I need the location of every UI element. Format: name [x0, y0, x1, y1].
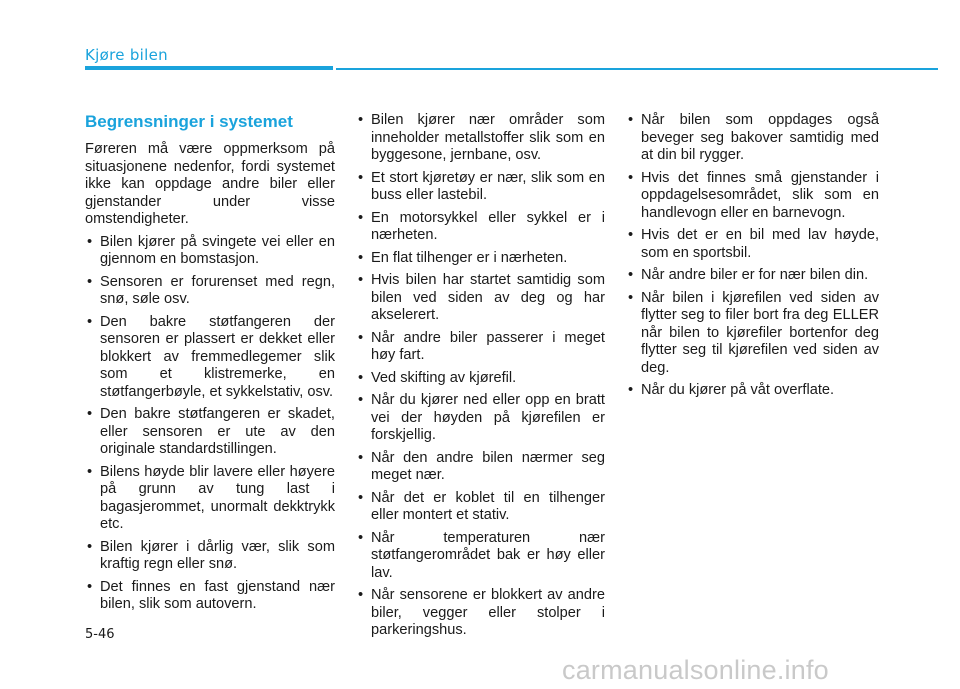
watermark: carmanualsonline.info — [562, 655, 829, 685]
section-title: Kjøre bilen — [85, 46, 168, 64]
list-item: • Hvis bilen har startet samtidig som bilen ved siden av deg og har akselerert. — [356, 272, 605, 325]
list-item: • Sensoren er forurenset med regn, snø, søle osv. — [85, 274, 335, 309]
limitations-list-3 — [626, 112, 879, 400]
list-item: • Bilen kjører nær områder som inneholder metallstoffer slik som en byggesone, jernbane, osv. — [356, 112, 605, 165]
list-item: • Den bakre støtfangeren der sensoren er plassert er dekket eller blokkert av fremmedlegemer slik som et klistremerke, en støtfangerbøyle, et sykkelstativ, osv. — [85, 314, 335, 402]
intro-paragraph: Føreren må være oppmerksom på situasjonene nedenfor, fordi systemet ikke kan oppdage andre biler eller gjenstander under visse omstendigheter. — [85, 141, 335, 227]
column-1 — [85, 112, 335, 619]
limitations-list-2 — [356, 112, 605, 640]
list-item: • Når bilen som oppdages også beveger seg bakover samtidig med at din bil rygger. — [626, 112, 879, 165]
section-heading: Begrensninger i systemet — [85, 112, 293, 131]
list-item: • Når sensorene er blokkert av andre biler, vegger eller stolper i parkeringshus. — [356, 587, 605, 640]
list-item: • Et stort kjøretøy er nær, slik som en buss eller lastebil. — [356, 170, 605, 205]
list-item: • Når det er koblet til en tilhenger eller montert et stativ. — [356, 490, 605, 525]
list-item: • Når du kjører på våt overflate. — [626, 382, 879, 400]
column-2 — [356, 112, 605, 645]
list-item: • Det finnes en fast gjenstand nær bilen, slik som autovern. — [85, 579, 335, 614]
list-item: • Hvis det finnes små gjenstander i oppdagelsesområdet, slik som en handlevogn eller en barnevogn. — [626, 170, 879, 223]
list-item: • Ved skifting av kjørefil. — [356, 370, 605, 388]
list-item: • Når temperaturen nær støtfangerområdet bak er høy eller lav. — [356, 530, 605, 583]
list-item: • Bilen kjører på svingete vei eller en gjennom en bomstasjon. — [85, 234, 335, 269]
list-item: • En motorsykkel eller sykkel er i nærheten. — [356, 210, 605, 245]
list-item: • Den bakre støtfangeren er skadet, eller sensoren er ute av den originale standardstillingen. — [85, 406, 335, 459]
list-item: • Hvis det er en bil med lav høyde, som en sportsbil. — [626, 227, 879, 262]
list-item: • Bilens høyde blir lavere eller høyere på grunn av tung last i bagasjerommet, unormalt dekktrykk etc. — [85, 464, 335, 534]
list-item: • En flat tilhenger er i nærheten. — [356, 250, 605, 268]
list-item: • Når andre biler er for nær bilen din. — [626, 267, 879, 285]
list-item: • Når du kjører ned eller opp en bratt vei der høyden på kjørefilen er forskjellig. — [356, 392, 605, 445]
page-number: 5-46 — [85, 627, 115, 642]
header-rule-thick — [85, 66, 333, 70]
list-item: • Når den andre bilen nærmer seg meget nær. — [356, 450, 605, 485]
limitations-list-1 — [85, 234, 335, 614]
header-rule-thin — [336, 68, 938, 70]
column-3 — [626, 112, 879, 405]
list-item: • Bilen kjører i dårlig vær, slik som kraftig regn eller snø. — [85, 539, 335, 574]
list-item: • Når bilen i kjørefilen ved siden av flytter seg to filer bort fra deg ELLER når bilen to kjørefiler bortenfor deg flytter seg til kjørefilen ved siden av deg. — [626, 290, 879, 378]
list-item: • Når andre biler passerer i meget høy fart. — [356, 330, 605, 365]
